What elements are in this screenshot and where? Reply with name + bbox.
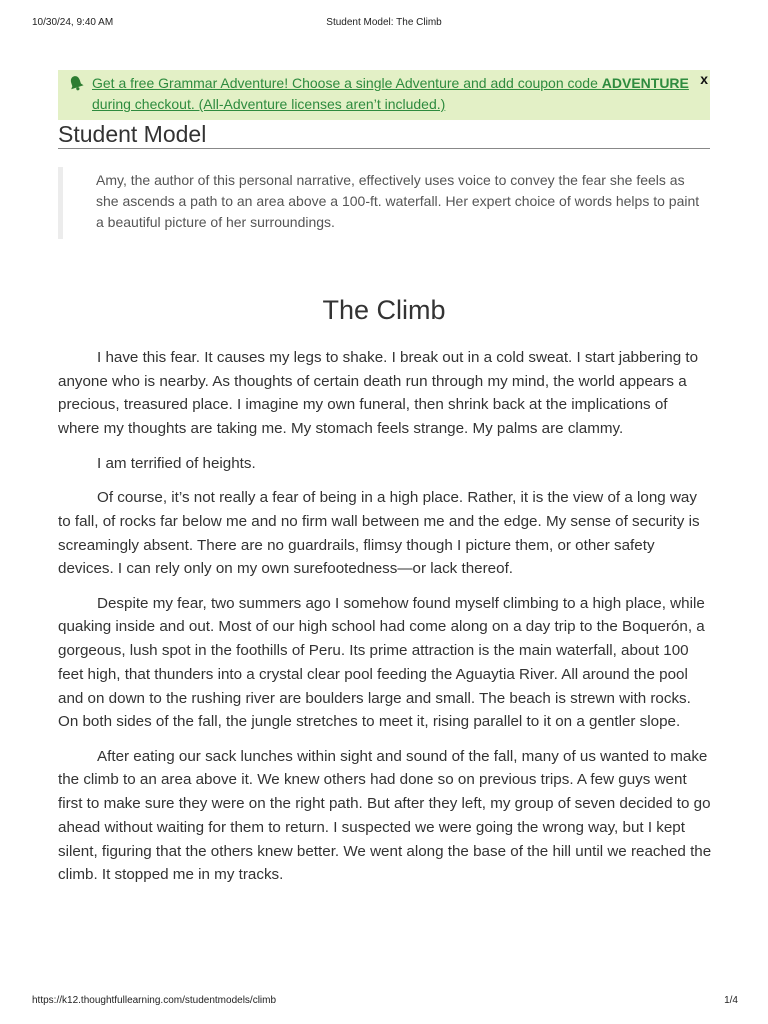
print-header xyxy=(32,17,736,31)
page-url: https://k12.thoughtfullearning.com/studentmodels/climb xyxy=(32,995,277,1006)
promo-banner xyxy=(58,70,710,120)
print-datetime: 10/30/24, 9:40 AM xyxy=(32,17,114,28)
section-title: Student Model xyxy=(58,120,710,149)
close-banner-button[interactable]: x xyxy=(700,71,708,87)
coupon-code: ADVENTURE xyxy=(601,75,689,91)
story-body xyxy=(58,346,713,898)
print-footer xyxy=(32,995,738,1009)
print-page-title: Student Model: The Climb xyxy=(326,17,442,28)
page-number: 1/4 xyxy=(724,995,738,1006)
story-paragraph: Despite my fear, two summers ago I somehow found myself climbing to a high place, while quaking inside and out. Most of our high school had come along on a day trip to the Boquerón, a gorgeous, lush spot in the foothills of Peru. Its prime attraction is the main waterfall, about 100 feet high, that thunders into a crystal clear pool feeding the Aguaytia River. All around the pool and on down to the rushing river are boulders large and small. The beach is strewn with rocks. On both sides of the fall, the jungle stretches to meet it, rising parallel to it on a gentler slope. xyxy=(58,594,705,731)
story-paragraph: I am terrified of heights. xyxy=(97,454,256,472)
promo-link[interactable]: Get a free Grammar Adventure! Choose a single Adventure and add coupon code ADVENTURE during checkout. (All-Adventure licenses aren’t included.) xyxy=(92,75,689,112)
model-description: Amy, the author of this personal narrative, effectively uses voice to convey the fear she feels as she ascends a path to an area above a 100-ft. waterfall. Her expert choice of words helps to paint a beautiful picture of her surroundings. xyxy=(58,167,710,239)
story-paragraph: Of course, it’s not really a fear of being in a high place. Rather, it is the view of a long way to fall, of rocks far below me and no firm wall between me and the edge. My sense of security is screamingly absent. There are no guardrails, flimsy though I picture them, or other safety devices. I can rely only on my own surefootedness—or lack thereof. xyxy=(58,489,700,578)
story-paragraph: After eating our sack lunches within sight and sound of the fall, many of us wanted to make the climb to an area above it. We knew others had done so on previous trips. A few guys went first to make sure they were on the right path. But after they left, my group of seven decided to go ahead without waiting for them to return. I suspected we were going the wrong way, but I kept silent, figuring that the others knew better. We went along the base of the hill until we reached the climb. It stopped me in my tracks. xyxy=(58,747,712,884)
story-title: The Climb xyxy=(322,295,446,325)
bell-icon xyxy=(67,74,85,92)
story-paragraph: I have this fear. It causes my legs to shake. I break out in a cold sweat. I start jabbering to anyone who is nearby. As thoughts of certain death run through my mind, the world appears a precious, treasured place. I imagine my own funeral, then shrink back at the implications of where my thoughts are taking me. My stomach feels strange. My palms are clammy. xyxy=(58,349,699,438)
